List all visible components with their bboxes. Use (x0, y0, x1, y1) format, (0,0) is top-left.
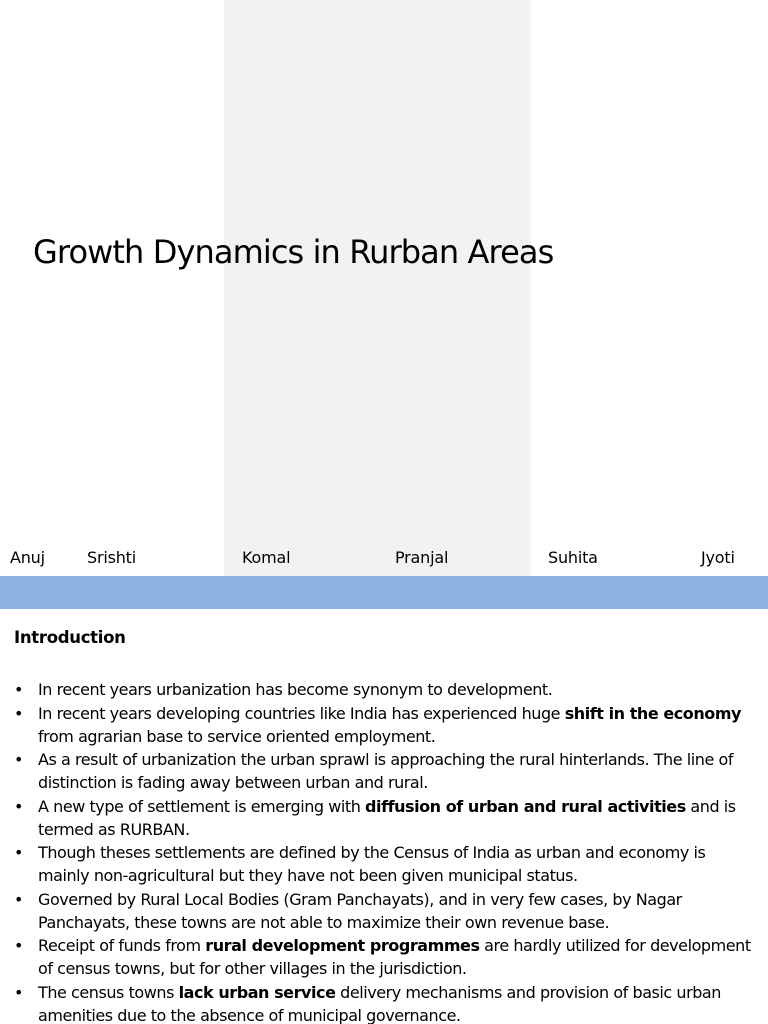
bullet-item (14, 748, 754, 794)
bullet-emphasis: rural development programmes (205, 936, 480, 955)
author-name: Pranjal (395, 548, 449, 567)
bullet-item (14, 888, 754, 934)
bullet-text: from agrarian base to service oriented employment. (38, 726, 436, 746)
bullet-text: and is termed as RURBAN. (38, 796, 736, 839)
bullet-text: Governed by Rural Local Bodies (Gram Panchayats), and in very few cases, by Nagar Panchayats, these towns are not able to maximize their own revenue base. (38, 889, 682, 932)
bullet-text: The census towns (38, 982, 179, 1002)
bullet-item (14, 702, 754, 748)
bullet-text: A new type of settlement is emerging with (38, 796, 366, 816)
bullet-emphasis: diffusion of urban and rural activities (365, 796, 686, 816)
bullet-text: Receipt of funds from (38, 936, 206, 955)
title-slide-center-band (224, 0, 531, 576)
section-heading: Introduction (14, 628, 126, 647)
bullet-text: As a result of urbanization the urban sprawl is approaching the rural hinterlands. The line of distinction is fading away between urban and rural. (38, 750, 734, 792)
bullet-text: In recent years urbanization has become synonym to development. (38, 680, 553, 699)
bullet-item (14, 841, 754, 887)
bullet-emphasis: lack urban service (178, 982, 336, 1002)
bullet-list (14, 678, 754, 1024)
author-name: Srishti (87, 548, 136, 567)
author-name: Jyoti (701, 548, 735, 567)
author-name: Anuj (10, 548, 45, 567)
author-name: Komal (242, 548, 291, 567)
bullet-text: In recent years developing countries like India has experienced huge (38, 703, 565, 723)
author-name: Suhita (548, 548, 598, 567)
bullet-item (14, 934, 754, 980)
bullet-text: are hardly utilized for development of census towns, but for other villages in the jurisdiction. (38, 936, 751, 978)
presentation-title: Growth Dynamics in Rurban Areas (33, 233, 554, 271)
introduction-section (14, 626, 754, 1024)
bullet-emphasis: shift in the economy (564, 703, 742, 723)
bullet-text: Though theses settlements are defined by the Census of India as urban and economy is mainly non-agricultural but they have not been given municipal status. (38, 843, 706, 885)
bullet-item (14, 981, 754, 1024)
divider-bar (0, 576, 768, 609)
bullet-text: delivery mechanisms and provision of basic urban amenities due to the absence of municipal governance. (38, 982, 721, 1024)
bullet-item (14, 678, 754, 701)
bullet-item (14, 795, 754, 841)
